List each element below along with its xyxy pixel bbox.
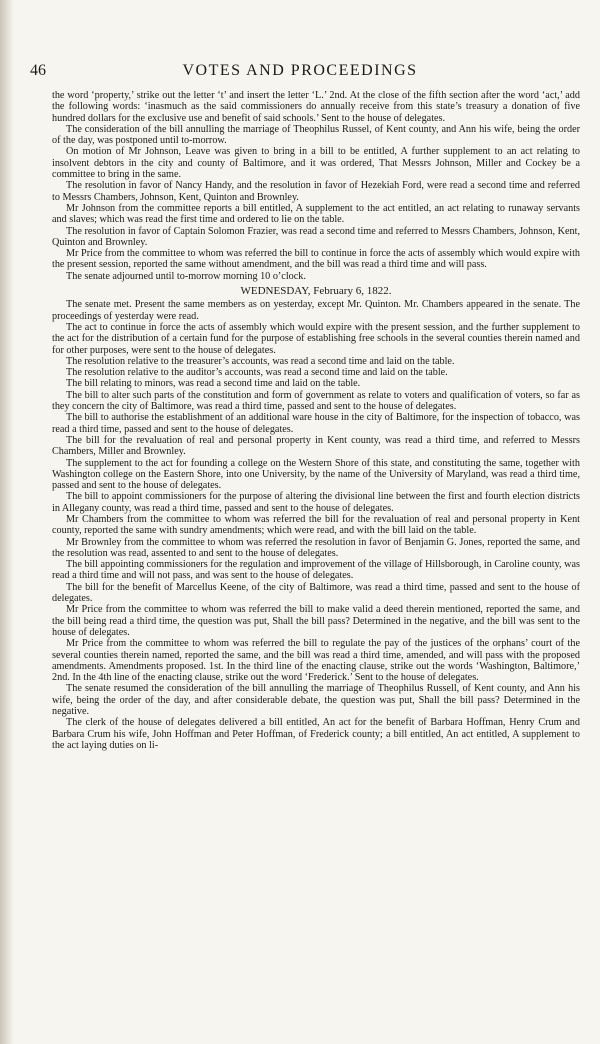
running-title: VOTES AND PROCEEDINGS [182, 62, 418, 79]
paragraph: The senate resumed the consideration of the bill annulling the marriage of Theophilus Russell, of Kent county, and Ann his wife, being the order of the day, and after considerable debate, the question was put, Shall the bill pass? Determined in the negative. [52, 683, 580, 718]
body-text [52, 90, 580, 751]
paragraph: The bill for the benefit of Marcellus Keene, of the city of Baltimore, was read a third time, passed and sent to the house of delegates. [52, 581, 580, 605]
paragraph: The resolution in favor of Nancy Handy, and the resolution in favor of Hezekiah Ford, were read a second time and referred to Messrs Chambers, Johnson, Kent, Quinton and Brownley. [52, 180, 580, 203]
paragraph: The bill appointing commissioners for the regulation and improvement of the village of Hillsborough, in Caroline county, was read a third time and will not pass, and was sent to the house of delegates. [52, 559, 580, 582]
paragraph: The bill for the revaluation of real and personal property in Kent county, was read a third time, and referred to Messrs Chambers, Miller and Brownley. [52, 434, 580, 458]
paragraph: The senate met. Present the same members as on yesterday, except Mr. Quinton. Mr. Chambers appeared in the senate. The proceedings of yesterday were read. [52, 299, 580, 322]
paragraph: The supplement to the act for founding a college on the Western Shore of this state, and constituting the same, together with Washington college on the Eastern Shore, into one University, by the name of the University of Maryland, was read a third time, passed and sent to the house of delegates. [52, 457, 580, 492]
paragraph: Mr Price from the committee to whom was referred the bill to make valid a deed therein mentioned, reported the same, and the bill being read a third time, the question was put, Shall the bill pass? Determined in the negative, and the bill was sent to the house of delegates. [52, 604, 580, 638]
paragraph: Mr Brownley from the committee to whom was referred the resolution in favor of Benjamin G. Jones, reported the same, and the resolution was read, assented to and sent to the house of delegates. [52, 536, 580, 559]
paragraph: Mr Chambers from the committee to whom was referred the bill for the revaluation of real and personal property in Kent county, reported the same with sundry amendments; which were read, and with the bill laid on the table. [52, 513, 580, 537]
paragraph: The act to continue in force the acts of assembly which would expire with the present session, and the further supplement to the act for the distribution of a certain fund for the purpose of establishing free schools in the several counties therein named and for other purposes, were sent to the house of delegates. [52, 321, 580, 356]
paragraph: The resolution relative to the auditor’s accounts, was read a second time and laid on the table. [66, 367, 448, 379]
paragraph: Mr Price from the committee to whom was referred the bill to regulate the pay of the justices of the orphans’ court of the several counties therein named, reported the same, and the bill was read a third time, amended, and will pass with the proposed amendments. Amendments proposed. 1st. In the third line of the enacting clause, strike out the words ‘Washington, Baltimore,’ 2nd. In the 4th line of the enacting clause, strike out the word ‘Frederick.’ Sent to the house of delegates. [52, 638, 580, 684]
paragraph: On motion of Mr Johnson, Leave was given to bring in a bill to be entitled, A further supplement to an act relating to insolvent debtors in the city and county of Baltimore, and it was ordered, That Messrs Johnson, Miller and Cockey be a committee to bring in the same. [52, 146, 580, 181]
page-number: 46 [30, 62, 46, 79]
day-heading: WEDNESDAY, February 6, 1822. [240, 285, 392, 298]
paragraph: The clerk of the house of delegates delivered a bill entitled, An act for the benefit of Barbara Hoffman, Henry Crum and Barbara Crum his wife, John Hoffman and Peter Hoffman, of Frederick county; a bill entitled, An act entitled, A supplement to the act laying duties on li- [52, 717, 580, 751]
paragraph: The bill to appoint commissioners for the purpose of altering the divisional line between the first and fourth election districts in Allegany county, was read a third time, passed and sent to the house of delegates. [52, 491, 580, 514]
paragraph: The bill to authorise the establishment of an additional ware house in the city of Baltimore, for the inspection of tobacco, was read a third time, passed and sent to the house of delegates. [52, 412, 580, 435]
paragraph: The bill to alter such parts of the constitution and form of government as relate to voters and qualification of voters, so far as they concern the city of Baltimore, was read a third time, passed and sent to the house of delegates. [52, 389, 580, 413]
paragraph: The resolution relative to the treasurer’s accounts, was read a second time and laid on the table. [66, 355, 455, 367]
paragraph: The consideration of the bill annulling the marriage of Theophilus Russel, of Kent county, and Ann his wife, being the order of the day, was postponed until to-morrow. [52, 123, 580, 147]
paragraph: Mr Price from the committee to whom was referred the bill to continue in force the acts of assembly which would expire with the present session, reported the same without amendment, and the bill was read a third time and will pass. [52, 248, 580, 271]
page-header [0, 62, 600, 84]
paragraph: the word ‘property,’ strike out the letter ‘t’ and insert the letter ‘L.’ 2nd. At the close of the fifth section after the word ‘act,’ add the following words: ‘inasmuch as the said commissioners do annually receive from this state’s treasury a donation of five hundred dollars for the exclusive use and benefit of said schools.’ Sent to the house of delegates. [52, 90, 580, 124]
paragraph: The resolution in favor of Captain Solomon Frazier, was read a second time and referred to Messrs Chambers, Johnson, Kent, Quinton and Brownley. [52, 225, 580, 248]
paragraph: The senate adjourned until to-morrow morning 10 o’clock. [66, 270, 306, 282]
binding-shadow [0, 0, 14, 1044]
paragraph: The bill relating to minors, was read a second time and laid on the table. [66, 378, 361, 390]
paragraph: Mr Johnson from the committee reports a bill entitled, A supplement to the act entitled, an act relating to runaway servants and slaves; which was read the first time and ordered to lie on the table. [52, 202, 580, 226]
